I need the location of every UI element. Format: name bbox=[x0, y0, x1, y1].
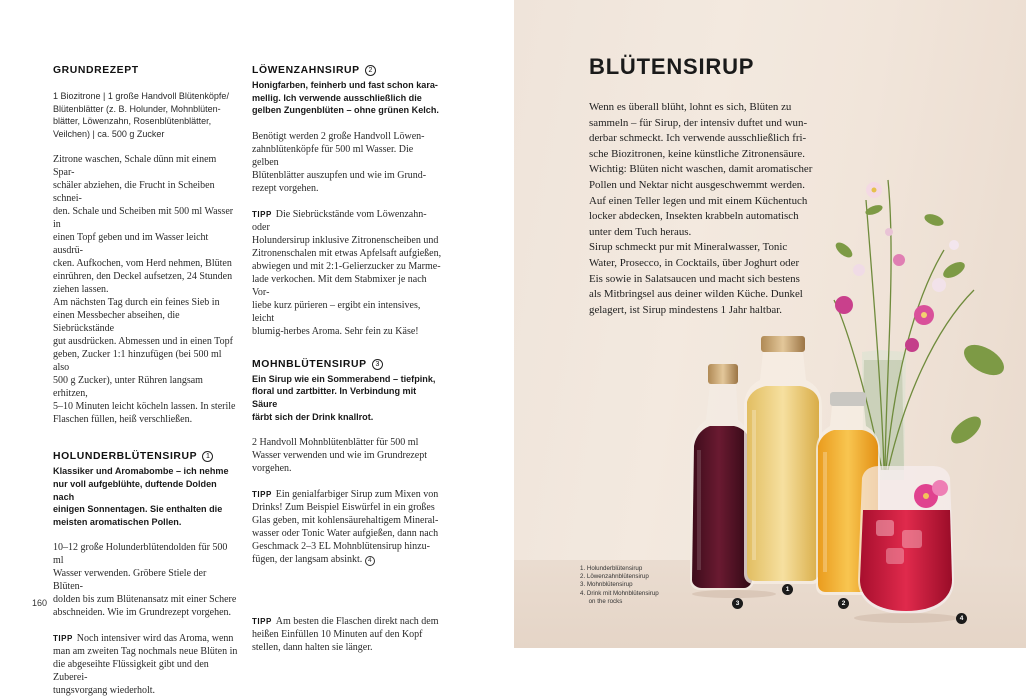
lead-line: einigen Sonnentagen. Sie enthalten die bbox=[53, 504, 223, 515]
method-line: einen Topf geben und im Wasser leicht ausdrü- bbox=[53, 232, 209, 257]
intro-line: sche Biozitronen, keine künstliche Zitronensäure. bbox=[589, 147, 805, 160]
method-line: Blütenblätter auszupfen und wie im Grund- bbox=[252, 169, 427, 181]
caption-line: 2. Löwenzahnblütensirup bbox=[580, 573, 649, 581]
loewenzahn-heading-text: LÖWENZAHNSIRUP bbox=[252, 65, 360, 76]
photo-marker-1: 1 bbox=[782, 584, 793, 595]
tipp-line: wasser oder Tonic Water aufgießen, dann nach bbox=[252, 528, 439, 540]
right-page bbox=[514, 0, 1026, 648]
method-line: Am nächsten Tag durch ein feines Sieb in bbox=[53, 297, 220, 309]
tipp-text: Die Siebrückstände vom Löwenzahn- oder bbox=[252, 208, 427, 233]
photo-marker-2: 2 bbox=[838, 598, 849, 609]
tipp-text: Ein genialfarbiger Sirup zum Mixen von bbox=[275, 489, 439, 501]
holunder-heading bbox=[53, 450, 238, 463]
tipp-line bbox=[252, 488, 442, 501]
tipp-line: Drinks! Zum Beispiel Eiswürfel in ein großes bbox=[252, 502, 435, 514]
intro-line: Auf einen Teller legen und mit einem Küchentuch bbox=[589, 194, 808, 207]
method-line: einen Messbecher abseihen, die Siebrückstände bbox=[53, 310, 180, 335]
column-right bbox=[252, 64, 442, 654]
grundrezept-heading: GRUNDREZEPT bbox=[53, 65, 139, 76]
method-line: gut ausdrücken. Abmessen und in einen Topf bbox=[53, 336, 233, 348]
method-line: zahnblütenköpfe für 500 ml Wasser. Die gelben bbox=[252, 143, 414, 168]
tipp-line: Holundersirup inklusive Zitronenscheiben und bbox=[252, 234, 439, 246]
lead-line: färbt sich der Drink knallrot. bbox=[252, 411, 374, 422]
grundrezept-ingredients bbox=[53, 90, 238, 140]
caption-line: on the rocks bbox=[580, 597, 623, 605]
mohn-lead bbox=[252, 373, 442, 423]
method-line: abschneiden. Wie im Grundrezept vorgehen. bbox=[53, 607, 232, 619]
final-tipp bbox=[252, 615, 442, 654]
method-line: ziehen lassen. bbox=[53, 284, 109, 296]
method-line: 10–12 große Holunderblütendolden für 500 ml bbox=[53, 542, 228, 567]
method-line: einrühren, den Deckel aufsetzen, 24 Stunden bbox=[53, 271, 233, 283]
method-line: rezept vorgehen. bbox=[252, 182, 319, 194]
intro-line: Eis sowie in Salatsaucen und macht sich bestens bbox=[589, 272, 800, 285]
ingredient-line: 1 Biozitrone | 1 große Handvoll Blütenköpfe/ bbox=[53, 91, 229, 101]
tipp-label: TIPP bbox=[252, 617, 272, 627]
photo-reference-badge: 4 bbox=[365, 556, 375, 566]
mohn-tipp bbox=[252, 488, 442, 566]
method-line: Wasser verwenden. Gröbere Stiele der Blüten- bbox=[53, 568, 207, 593]
photo-marker-3: 3 bbox=[732, 598, 743, 609]
tipp-label: TIPP bbox=[252, 490, 272, 500]
photo-captions bbox=[580, 565, 659, 606]
lead-line: nur voll aufgeblühte, duftende Dolden nach bbox=[53, 478, 217, 502]
page-number: 160 bbox=[32, 598, 48, 608]
method-line: Flaschen füllen, heiß verschließen. bbox=[53, 414, 193, 426]
ingredient-line: Veilchen) | ca. 500 g Zucker bbox=[53, 128, 165, 139]
grundrezept-method bbox=[53, 153, 238, 426]
method-line: Benötigt werden 2 große Handvoll Löwen- bbox=[252, 130, 425, 142]
intro-line: locker abdecken, Insekten krabbeln automatisch bbox=[589, 210, 799, 223]
tipp-text: Am besten die Flaschen direkt nach dem bbox=[275, 616, 439, 628]
loewenzahn-method bbox=[252, 130, 442, 195]
tipp-line bbox=[252, 208, 442, 234]
tipp-line: Glas geben, mit kohlensäurehaltigem Mineral- bbox=[252, 515, 439, 527]
method-line: 5–10 Minuten leicht köcheln lassen. In sterile bbox=[53, 401, 236, 413]
tipp-line: man am zweiten Tag nochmals neue Blüten in bbox=[53, 646, 238, 658]
photo-marker-4: 4 bbox=[956, 613, 967, 624]
lead-line: mellig. Ich verwende ausschließlich die bbox=[252, 92, 422, 103]
caption-line: 3. Mohnblütensirup bbox=[580, 581, 633, 589]
tipp-line: lade verkochen. Mit dem Stabmixer je nach Vor- bbox=[252, 273, 427, 298]
method-line: 500 g Zucker), unter Rühren langsam erhitzen, bbox=[53, 375, 203, 400]
loewenzahn-tipp bbox=[252, 208, 442, 338]
lead-line: Honigfarben, feinherb und fast schon kara- bbox=[252, 80, 438, 90]
intro-line: derbar schmeckt. Ich verwende ausschließlich fri- bbox=[589, 132, 807, 145]
holunder-lead bbox=[53, 465, 238, 528]
intro-line: Wichtig: Blüten nicht waschen, damit aromatischer bbox=[589, 163, 813, 176]
holunder-number-badge: 1 bbox=[202, 451, 213, 462]
intro-line: Water, Prosecco, in Cocktails, über Joghurt oder bbox=[589, 256, 800, 269]
holunder-heading-text: HOLUNDERBLÜTENSIRUP bbox=[53, 451, 197, 463]
intro-line: sammeln – für Sirup, der intensiv duftet und wun- bbox=[589, 116, 808, 129]
tipp-label: TIPP bbox=[252, 209, 272, 219]
method-line: den. Schale und Scheiben mit 500 ml Wasser in bbox=[53, 206, 234, 231]
ingredient-line: Blütenblätter (z. B. Holunder, Mohnblüten- bbox=[53, 103, 221, 114]
method-line: vorgehen. bbox=[252, 463, 292, 475]
loewenzahn-heading bbox=[252, 64, 442, 77]
mohn-heading-text: MOHNBLÜTENSIRUP bbox=[252, 358, 367, 370]
intro-line: Sirup schmeckt pur mit Mineralwasser, Tonic bbox=[589, 241, 788, 254]
tipp-line bbox=[252, 615, 442, 628]
column-left bbox=[53, 64, 238, 697]
holunder-tipp bbox=[53, 632, 238, 697]
elder-syrup-bottle bbox=[744, 336, 822, 584]
holunder-method bbox=[53, 541, 238, 619]
mohn-method bbox=[252, 436, 442, 475]
loewenzahn-number-badge: 2 bbox=[365, 65, 376, 76]
tipp-text: Noch intensiver wird das Aroma, wenn bbox=[76, 633, 234, 645]
tipp-text: fügen, der langsam absinkt. bbox=[252, 554, 363, 566]
intro-line: Pollen und Nektar nicht ausgeschwemmt werden. bbox=[589, 178, 805, 191]
lead-line: Ein Sirup wie ein Sommerabend – tiefpink, bbox=[252, 373, 436, 384]
lead-line: meisten aromatischen Pollen. bbox=[53, 516, 182, 527]
intro-line: gelagert, ist Sirup mindestens 1 Jahr haltbar. bbox=[589, 303, 782, 316]
tipp-line bbox=[53, 632, 238, 645]
intro-line: als Mitbringsel aus deiner wilden Küche. Dunkel bbox=[589, 288, 803, 301]
mohn-heading bbox=[252, 358, 442, 371]
method-line: cken. Aufkochen, vom Herd nehmen, Blüten bbox=[53, 258, 232, 270]
intro-line: unter dem Tuch heraus. bbox=[589, 225, 692, 238]
tipp-line: heißen Einfüllen 10 Minuten auf den Kopf bbox=[252, 629, 423, 641]
tipp-label: TIPP bbox=[53, 634, 73, 644]
tipp-line bbox=[252, 553, 442, 566]
tipp-line: abwiegen und mit 2:1-Gelierzucker zu Marme- bbox=[252, 260, 441, 272]
mohn-number-badge: 3 bbox=[372, 359, 383, 370]
ingredient-line: blätter, Löwenzahn, Rosenblütenblätter, bbox=[53, 116, 212, 127]
loewenzahn-lead bbox=[252, 79, 442, 117]
lead-line: Klassiker und Aromabombe – ich nehme bbox=[53, 466, 229, 477]
method-line: dolden bis zum Blütenansatz mit einer Schere bbox=[53, 594, 237, 606]
tipp-line: liebe kurz pürieren – ergibt ein intensives, leicht bbox=[252, 299, 421, 324]
tipp-line: die abgeseihte Flüssigkeit gibt und den Zuberei- bbox=[53, 659, 209, 684]
poppy-drink-glass bbox=[858, 466, 954, 614]
tipp-line: stellen, dann halten sie länger. bbox=[252, 642, 373, 654]
method-line: 2 Handvoll Mohnblütenblätter für 500 ml bbox=[252, 437, 419, 449]
tipp-line: Zitronenschalen mit etwas Apfelsaft aufgießen, bbox=[252, 247, 442, 259]
lead-line: gelben Zungenblüten – ohne grünen Kelch. bbox=[252, 105, 439, 116]
method-line: Zitrone waschen, Schale dünn mit einem Spar- bbox=[53, 154, 217, 179]
method-line: Wasser verwenden und wie im Grundrezept bbox=[252, 450, 427, 462]
tipp-line: Geschmack 2–3 EL Mohnblütensirup hinzu- bbox=[252, 541, 430, 553]
caption-line: 1. Holunderblütensirup bbox=[580, 565, 643, 572]
method-line: geben, Zucker 1:1 hinzufügen (bei 500 ml also bbox=[53, 349, 222, 374]
intro-line: Wenn es überall blüht, lohnt es sich, Blüten zu bbox=[589, 101, 792, 113]
tipp-line: blumig-herbes Aroma. Sehr fein zu Käse! bbox=[252, 325, 419, 337]
bottles-photo bbox=[514, 0, 1026, 648]
method-line: schäler abziehen, die Frucht in Scheiben schnei- bbox=[53, 180, 215, 205]
lead-line: floral und zartbitter. In Verbindung mit Säure bbox=[252, 386, 417, 409]
caption-line: 4. Drink mit Mohnblütensirup bbox=[580, 589, 659, 597]
tipp-line: tungsvorgang wiederholt. bbox=[53, 685, 156, 697]
page-title: BLÜTENSIRUP bbox=[589, 54, 755, 79]
intro-text bbox=[589, 100, 829, 318]
